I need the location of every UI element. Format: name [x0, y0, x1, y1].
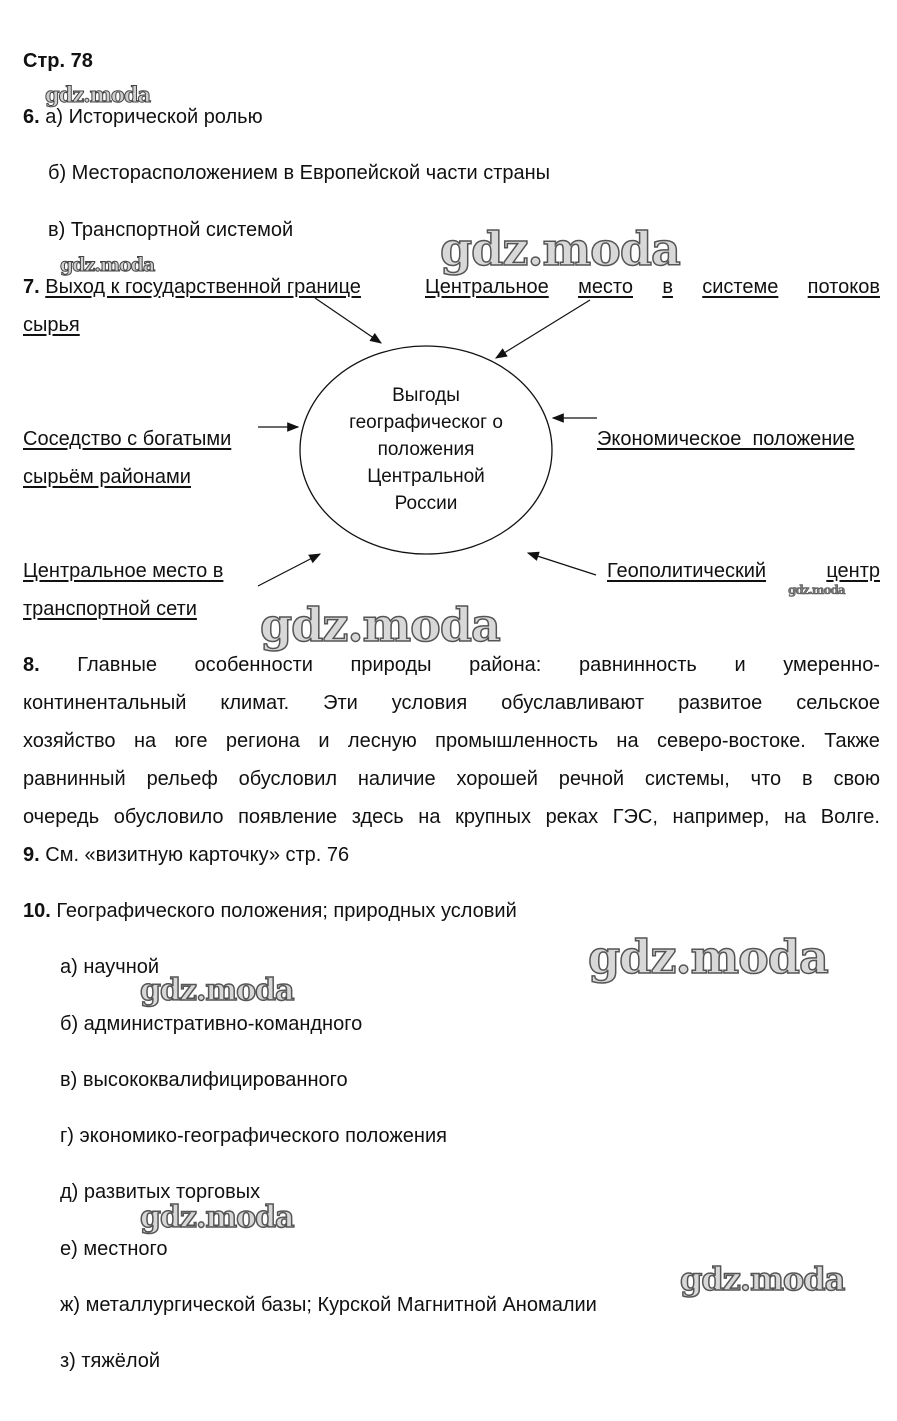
q10-item: ж) металлургической базы; Курской Магнитной Аномалии	[60, 1294, 597, 1316]
word: наличие	[357, 768, 436, 790]
watermark: gdz.moda	[260, 598, 500, 652]
word: Эти	[323, 692, 358, 714]
q6-answer-a: а) Исторической ролью	[45, 106, 263, 128]
word: очередь	[23, 806, 100, 828]
q7-factor-flows	[425, 276, 880, 299]
word: климат.	[220, 692, 290, 714]
watermark: gdz.moda	[60, 254, 155, 276]
arrow-flows	[496, 300, 590, 358]
word: равнинность	[578, 654, 697, 676]
q10-item: з) тяжёлой	[60, 1350, 161, 1372]
word: что	[750, 768, 782, 790]
word: на	[418, 806, 441, 828]
word: в	[801, 768, 813, 790]
word: природы	[350, 654, 432, 676]
q7-factor-resources-1: Соседство с богатыми	[23, 428, 232, 450]
word: юге	[174, 730, 208, 752]
word: лесную	[347, 730, 417, 752]
q7-factor-flows-cont: сырья	[23, 314, 80, 336]
q10-item: а) научной	[60, 956, 160, 978]
q7-center-label: Выгоды географическог о положения Центральной России	[349, 385, 503, 514]
word: центр	[826, 560, 880, 582]
q7-factor-economic: Экономическое положение	[597, 428, 855, 450]
watermark: gdz.moda	[680, 1260, 845, 1298]
word: Центральное	[425, 276, 549, 298]
arrow-transport	[258, 554, 320, 586]
word: континентальный	[23, 692, 187, 714]
word: хорошей	[456, 768, 538, 790]
watermark: gdz.moda	[588, 930, 828, 984]
q7-factor-border: Выход к государственной границе	[45, 276, 361, 298]
watermark: gdz.moda	[440, 222, 680, 276]
q10-line	[23, 900, 517, 923]
word: хозяйство	[23, 730, 116, 752]
word: Волге.	[820, 806, 880, 828]
word: обуславливают	[501, 692, 645, 714]
word: Геополитический	[607, 560, 767, 582]
arrow-geopolitical	[528, 553, 596, 575]
q7-factor-transport-2: транспортной сети	[23, 598, 197, 620]
word: здесь	[351, 806, 404, 828]
watermark: gdz.moda	[140, 973, 294, 1008]
q6-number: 6.	[23, 106, 40, 128]
q10-item: г) экономико-географического положения	[60, 1125, 447, 1147]
word: северо-востоке.	[656, 730, 806, 752]
q8-number: 8.	[23, 654, 40, 676]
q10-text: Географического положения; природных условий	[56, 900, 517, 922]
word: ГЭС,	[612, 806, 658, 828]
q9-line	[23, 844, 349, 867]
word: в	[662, 276, 673, 298]
word: место	[578, 276, 633, 298]
q10-item: д) развитых торговых	[60, 1181, 261, 1203]
q9-text: См. «визитную карточку» стр. 76	[45, 844, 350, 866]
word: района:	[469, 654, 542, 676]
word: и	[734, 654, 746, 676]
word: системе	[702, 276, 779, 298]
word: потоков	[807, 276, 880, 298]
q10-number: 10.	[23, 900, 51, 922]
q8-line-4	[23, 768, 880, 791]
watermark: gdz.moda	[788, 583, 845, 597]
word: развитое	[678, 692, 763, 714]
word: Также	[824, 730, 880, 752]
q6-answer-c: в) Транспортной системой	[48, 219, 294, 241]
word: на	[616, 730, 639, 752]
q7-factor-border-line	[23, 276, 361, 299]
page-header: Стр. 78	[23, 50, 93, 72]
word: промышленность	[435, 730, 598, 752]
word: речной	[558, 768, 625, 790]
word: на	[133, 730, 157, 752]
q9-number: 9.	[23, 844, 40, 866]
word: обусловил	[238, 768, 338, 790]
word: на	[783, 806, 807, 828]
word: крупных	[455, 806, 531, 828]
word: системы,	[644, 768, 730, 790]
q6-answer-b: б) Месторасположением в Европейской части страны	[48, 162, 551, 184]
word: свою	[833, 768, 880, 790]
word: появление	[238, 806, 338, 828]
word: например,	[672, 806, 770, 828]
word: равнинный	[23, 768, 126, 790]
watermark: gdz.moda	[45, 82, 151, 107]
q7-factor-resources-2: сырьём районами	[23, 466, 191, 488]
word: реках	[545, 806, 599, 828]
q7-factor-transport-1: Центральное место в	[23, 560, 224, 582]
word: сельское	[796, 692, 880, 714]
word: рельеф	[146, 768, 218, 790]
q10-item: е) местного	[60, 1238, 168, 1260]
word: обусловило	[113, 806, 224, 828]
q8-line-3	[23, 730, 880, 753]
q8-line-5	[23, 806, 880, 829]
q8-line-2	[23, 692, 880, 715]
watermark: gdz.moda	[140, 1200, 294, 1235]
word: Главные	[77, 654, 157, 676]
q7-factor-geopolitical	[607, 560, 880, 583]
word: региона	[225, 730, 300, 752]
word: умеренно-	[783, 654, 880, 676]
q10-item: в) высококвалифицированного	[60, 1069, 348, 1091]
q10-item: б) административно-командного	[60, 1013, 363, 1035]
arrow-border	[315, 298, 381, 343]
word: условия	[391, 692, 468, 714]
word: особенности	[194, 654, 313, 676]
word: и	[318, 730, 330, 752]
q8-line-1	[23, 654, 880, 677]
q7-number: 7.	[23, 276, 40, 298]
